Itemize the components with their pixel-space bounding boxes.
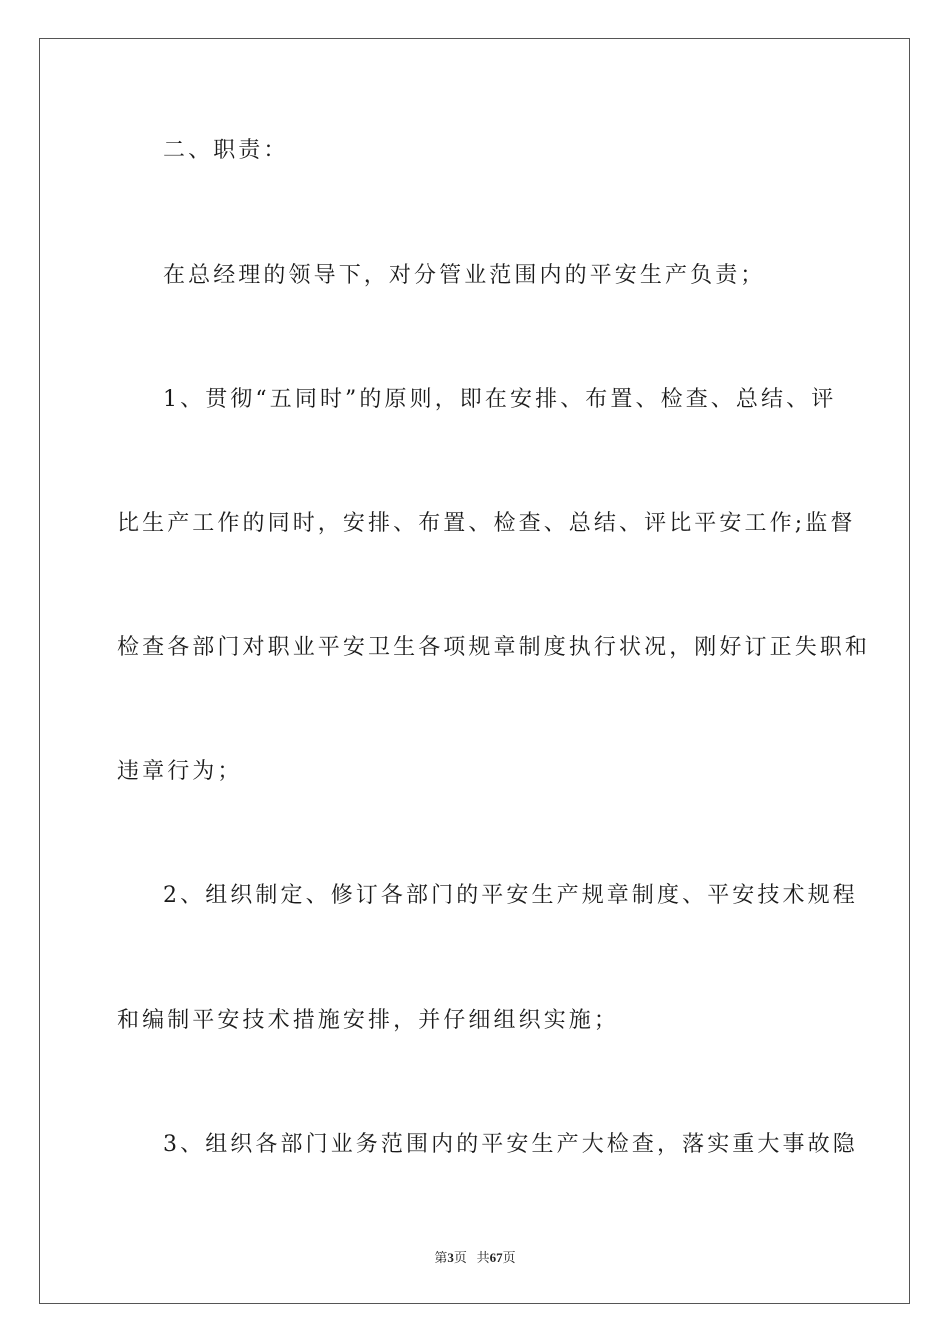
paragraph-line: 在总经理的领导下，对分管业范围内的平安生产负责；	[163, 263, 766, 288]
total-prefix: 共	[476, 1250, 490, 1265]
paragraph-line: 检查各部门对职业平安卫生各项规章制度执行状况，刚好订正失职和	[117, 635, 871, 660]
page-number: 3	[447, 1250, 454, 1265]
page-footer	[0, 1247, 950, 1266]
paragraph-line: 1、贯彻“五同时”的原则，即在安排、布置、检查、总结、评	[163, 387, 837, 412]
total-suffix: 页	[502, 1250, 516, 1265]
page-prefix: 第	[434, 1250, 448, 1265]
paragraph-line: 3、组织各部门业务范围内的平安生产大检查，落实重大事故隐	[163, 1132, 858, 1157]
paragraph-line: 违章行为；	[117, 759, 243, 784]
page-suffix: 页	[453, 1250, 467, 1265]
total-pages: 67	[489, 1250, 503, 1265]
paragraph-line: 比生产工作的同时，安排、布置、检查、总结、评比平安工作;监督	[117, 511, 856, 536]
section-heading: 二、职责：	[163, 138, 289, 163]
page-border	[39, 38, 910, 1304]
paragraph-line: 和编制平安技术措施安排，并仔细组织实施；	[117, 1008, 620, 1033]
paragraph-line: 2、组织制定、修订各部门的平安生产规章制度、平安技术规程	[163, 883, 858, 908]
